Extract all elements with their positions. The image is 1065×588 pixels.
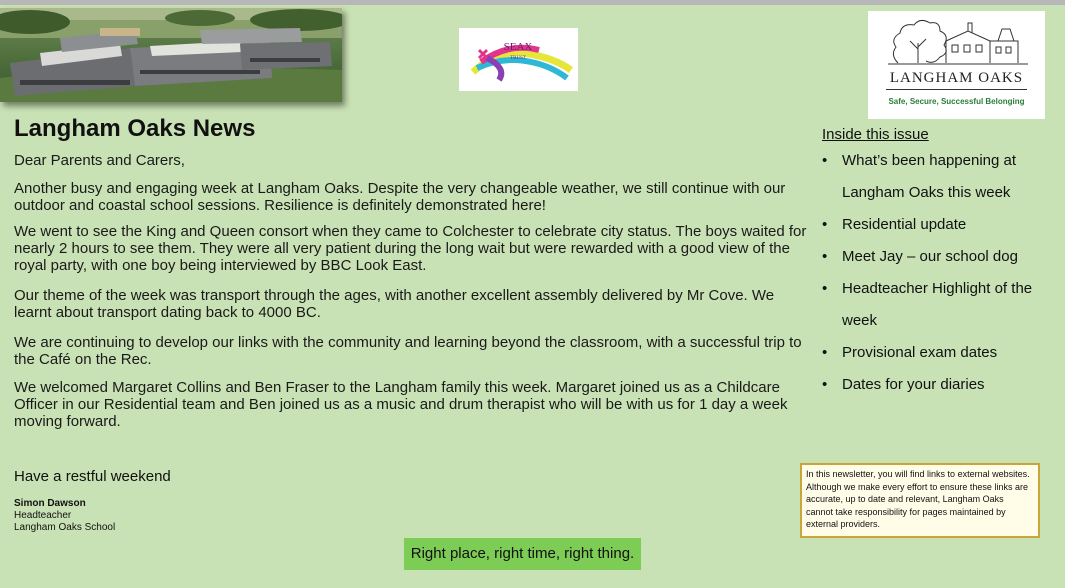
bullet-icon: • xyxy=(822,376,828,393)
signature xyxy=(14,498,115,534)
school-logo xyxy=(868,11,1045,119)
closing-line: Have a restful weekend xyxy=(14,468,171,485)
trust-logo xyxy=(459,28,578,91)
inside-issue-heading: Inside this issue xyxy=(822,126,929,143)
list-item xyxy=(822,145,1065,209)
bullet-icon: • xyxy=(822,344,828,361)
issue-item-diary-dates: Dates for your diaries xyxy=(842,376,985,393)
paragraph-transport-theme: Our theme of the week was transport through the ages, with another excellent assembly delivered by Mr Cove. We learnt about transport dating back to 4000 BC. xyxy=(14,287,775,321)
school-logo-drawing xyxy=(868,11,1045,69)
issue-item-headteacher-highlight: Headteacher Highlight of the week xyxy=(842,280,1033,329)
list-item xyxy=(822,337,1065,369)
list-item xyxy=(822,241,1065,273)
school-photo xyxy=(0,8,342,102)
signature-role: Headteacher xyxy=(14,510,72,521)
paragraph-royal-visit: We went to see the King and Queen consort when they came to Colchester to celebrate city status. The boys waited for nearly 2 hours to see them. They were all very patient during the long wait but were rewarded with a good view of the royal party, with one boy being interviewed by BBC Look East. xyxy=(14,223,807,274)
bullet-icon: • xyxy=(822,216,828,233)
top-border xyxy=(0,0,1065,5)
bullet-icon: • xyxy=(822,248,828,265)
signature-name: Simon Dawson xyxy=(14,498,86,509)
issue-item-happening: What’s been happening at Langham Oaks this week xyxy=(842,152,1017,201)
bullet-icon: • xyxy=(822,152,828,169)
issue-item-school-dog: Meet Jay – our school dog xyxy=(842,248,1018,265)
newsletter-title: Langham Oaks News xyxy=(14,115,256,142)
greeting: Dear Parents and Carers, xyxy=(14,152,185,169)
school-logo-rule xyxy=(886,89,1027,90)
trust-logo-sub: TRUST xyxy=(510,56,526,61)
bullet-icon: • xyxy=(822,280,828,297)
signature-school: Langham Oaks School xyxy=(14,522,116,533)
external-links-disclaimer: In this newsletter, you will find links to external websites. Although we make every effort to ensure these links are accurate, up to date and relevant, Langham Oaks cannot take responsibility for pages maintained by external providers. xyxy=(800,463,1040,538)
paragraph-new-staff: We welcomed Margaret Collins and Ben Fraser to the Langham family this week. Margaret joined us as a Childcare Officer in our Residential team and Ben joined us as a music and drum therapist who will be with us for 1 day a week moving forward. xyxy=(14,379,788,430)
school-logo-motto: Safe, Secure, Successful Belonging xyxy=(888,97,1025,106)
inside-issue-list xyxy=(822,145,1065,401)
issue-item-exam-dates: Provisional exam dates xyxy=(842,344,998,361)
issue-item-residential: Residential update xyxy=(842,216,967,233)
paragraph-weather: Another busy and engaging week at Langham Oaks. Despite the very changeable weather, we still continue with our outdoor and coastal school sessions. Resilience is definitely demonstrated here! xyxy=(14,180,786,214)
paragraph-community: We are continuing to develop our links with the community and learning beyond the classroom, with a successful trip to the Café on the Rec. xyxy=(14,334,802,368)
school-logo-name: LANGHAM OAKS xyxy=(889,70,1024,86)
list-item xyxy=(822,209,1065,241)
list-item xyxy=(822,369,1065,401)
list-item xyxy=(822,273,1065,337)
school-motto-banner: Right place, right time, right thing. xyxy=(404,538,641,570)
trust-logo-text: SEAX xyxy=(503,41,533,53)
